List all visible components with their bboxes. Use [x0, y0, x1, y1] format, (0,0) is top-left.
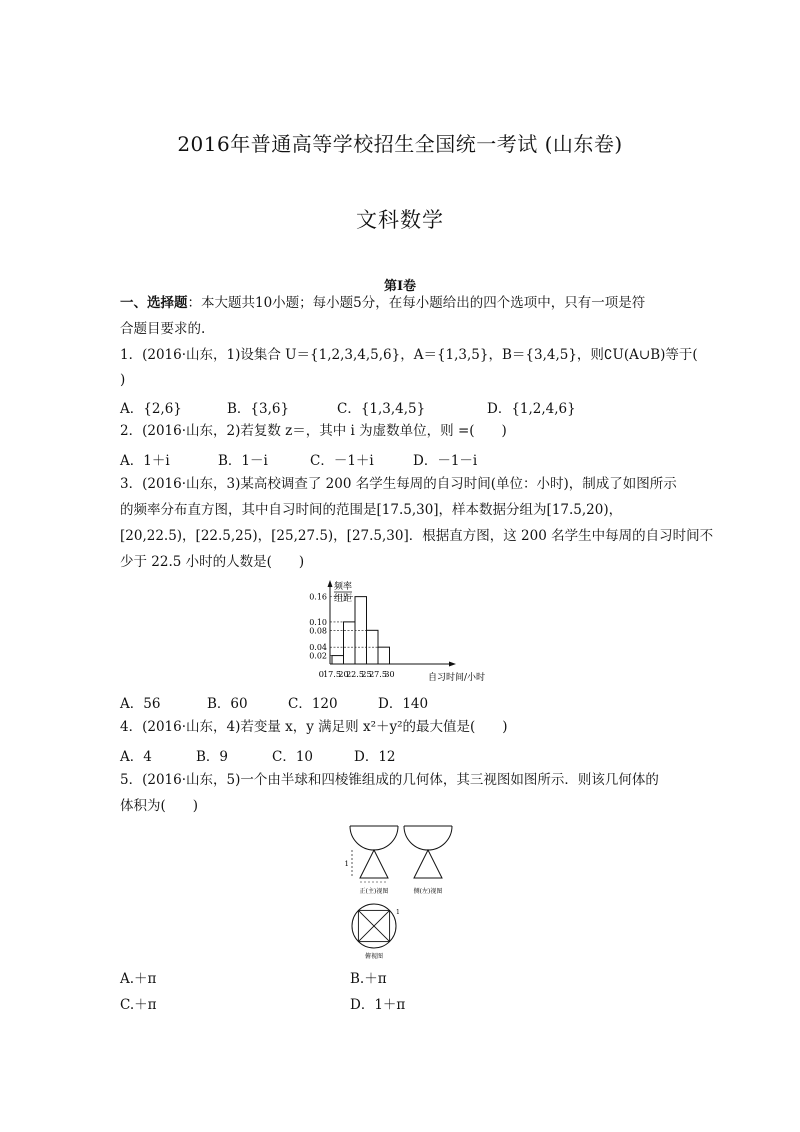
question-5-option-d: D．1＋π	[350, 997, 406, 1013]
top-view	[352, 904, 400, 960]
question-2-option-b: B．1－i	[218, 453, 268, 469]
y-tick-label: 0.16	[309, 592, 327, 602]
height-dimension: 1	[344, 860, 349, 868]
instructions-text: ：本大题共10小题；每小题5分，在每小题给出的四个选项中，只有一项是符	[187, 295, 646, 311]
x-tick-label: 30	[384, 670, 395, 679]
question-2-option-d: D．－1－i	[413, 453, 478, 469]
question-1-option-c: C．{1,3,4,5}	[337, 401, 426, 417]
question-4-option-a: A．4	[120, 749, 152, 765]
side-view-label: 侧(左)视图	[413, 888, 443, 895]
histogram-bar	[355, 597, 367, 664]
front-view-label: 正(主)视图	[359, 888, 389, 895]
question-5-text-line-2: 体积为( )	[120, 798, 199, 814]
question-1-option-d: D．{1,2,4,6}	[487, 401, 576, 417]
question-5-option-b: B.＋π	[350, 971, 387, 987]
question-3-text-line-4: 少于 22.5 小时的人数是( )	[120, 554, 305, 570]
front-view	[345, 826, 398, 895]
question-1-option-a: A．{2,6}	[120, 401, 182, 417]
question-3-text: 3．(2016·山东，3)某高校调查了 200 名学生每周的自习时间(单位：小时)，制成了如图所示	[120, 476, 677, 492]
page-subtitle: 文科数学	[356, 208, 444, 232]
top-view-label: 俯视图	[364, 953, 384, 960]
question-1-option-b: B．{3,6}	[227, 401, 290, 417]
question-2-option-a: A．1＋i	[120, 453, 170, 469]
x-tick-label: 17.5	[323, 670, 341, 679]
y-tick-label: 0.08	[309, 626, 327, 636]
instructions-label: 一、选择题	[120, 295, 188, 311]
y-tick-label: 0.04	[309, 643, 327, 653]
x-tick-label: 20	[338, 670, 349, 679]
width-dimension: 1	[396, 909, 400, 916]
question-4-option-d: D．12	[354, 749, 396, 765]
x-tick-label: 27.5	[369, 670, 387, 679]
section-heading: 第Ⅰ卷	[383, 279, 417, 294]
question-3-text-line-2: 的频率分布直方图，其中自习时间的范围是[17.5,30]，样本数据分组为[17.5,20)，	[120, 502, 623, 518]
question-2-option-c: C．－1＋i	[310, 453, 374, 469]
question-3-option-c: C．120	[288, 696, 338, 712]
three-view-figure	[340, 818, 470, 968]
y-tick-label: 0.10	[309, 617, 327, 627]
question-4-text: 4．(2016·山东，4)若变量 x，y 满足则 x²＋y²的最大值是( )	[120, 719, 508, 735]
question-3-option-d: D．140	[378, 696, 429, 712]
instructions-line-2: 合题目要求的.	[120, 321, 206, 337]
histogram-bar	[332, 656, 344, 664]
question-1-text-cont: )	[120, 372, 126, 388]
question-4-option-b: B．9	[196, 749, 229, 765]
histogram-bar	[378, 647, 390, 664]
frequency-histogram	[290, 576, 500, 688]
question-5-text: 5．(2016·山东，5)一个由半球和四棱锥组成的几何体，其三视图如图所示．则该几何体的	[120, 772, 659, 788]
x-axis-label: 自习时间/小时	[428, 673, 486, 683]
side-view	[404, 826, 452, 895]
y-axis-label-bottom: 组距	[334, 594, 353, 604]
origin-label: 0	[318, 670, 324, 680]
question-5-option-c: C.＋π	[120, 997, 157, 1013]
question-3-option-a: A．56	[120, 696, 161, 712]
question-2-text: 2．(2016·山东，2)若复数 z＝，其中 i 为虚数单位，则 =( )	[120, 423, 507, 439]
page-title: 2016年普通高等学校招生全国统一考试 (山东卷)	[177, 132, 623, 156]
instructions	[120, 294, 690, 312]
histogram-bar	[344, 622, 356, 664]
question-5-option-a: A.＋π	[120, 971, 157, 987]
y-tick-label: 0.02	[309, 651, 327, 661]
question-3-text-line-3: [20,22.5)，[22.5,25)，[25,27.5)，[27.5,30]．根据直方图，这 200 名学生中每周的自习时间不	[120, 528, 714, 544]
y-axis-arrow	[328, 580, 333, 587]
x-axis-arrow	[449, 662, 456, 667]
question-3-option-b: B．60	[207, 696, 248, 712]
y-axis-label-top: 频率	[334, 582, 353, 592]
x-tick-label: 25	[361, 670, 372, 679]
question-4-option-c: C．10	[272, 749, 314, 765]
x-tick-label: 22.5	[346, 670, 364, 679]
question-1-text: 1．(2016·山东，1)设集合 U＝{1,2,3,4,5,6}，A＝{1,3,5}，B＝{3,4,5}，则∁U(A∪B)等于(	[120, 347, 698, 363]
